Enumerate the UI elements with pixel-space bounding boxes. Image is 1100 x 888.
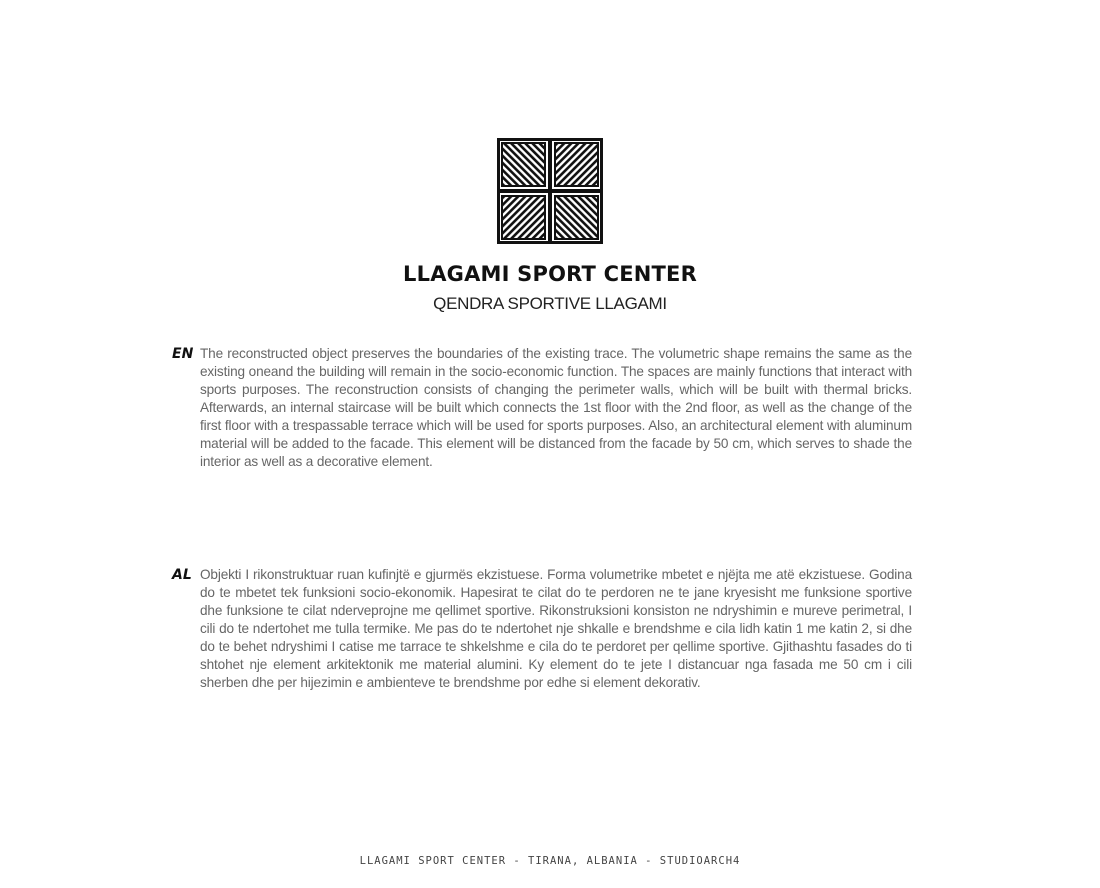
logo-quadrant-bottom-right xyxy=(555,196,598,239)
page-title: LLAGAMI SPORT CENTER xyxy=(403,262,697,286)
logo-quadrant-top-right xyxy=(555,143,598,186)
footer-caption: LLAGAMI SPORT CENTER - TIRANA, ALBANIA - STUDIOARCH4 xyxy=(359,855,741,867)
description-text-al: Objekti I rikonstruktuar ruan kufinjtë e gjurmës ekzistuese. Forma volumetrike mbetet e njëjta me atë ekzistuese. Godina do te mbetet tek funksioni socio-ekonomik. Hapesirat te cilat do te perdoren ne te jane kryesisht me funksione sportive dhe funksione te cilat nderveprojne me qellimet sportive. Rikonstruksioni konsiston ne ndryshimin e mureve perimetral, I cili do te ndertohet me tulla termike. Me pas do te ndertohet nje shkalle e brendshme e cila lidh katin 1 me katin 2, si dhe do te behet ndryshimi I catise me tarrace te shkelshme e cila do te perdoret per qellime sportive. Gjithashtu fasades do ti shtohet nje element arkitektonik me material alumini. Ky element do te jete I distancuar nga fasada me 50 cm i cili sherben dhe per hijezimin e ambienteve te brendshme por edhe si element dekorativ. xyxy=(200,567,912,690)
logo-quadrant-top-left xyxy=(502,143,545,186)
page-subtitle: QENDRA SPORTIVE LLAGAMI xyxy=(433,294,667,313)
language-label-en: EN xyxy=(172,346,194,362)
logo-icon xyxy=(497,138,603,244)
logo-quadrant-bottom-left xyxy=(502,196,545,239)
language-label-al: AL xyxy=(172,567,192,583)
description-text-en: The reconstructed object preserves the boundaries of the existing trace. The volumetric shape remains the same as the existing oneand the building will remain in the socio-economic function. The spaces are mainly functions that interact with sports purposes. The reconstruction consists of changing the perimeter walls, which will be built with thermal bricks. Afterwards, an internal staircase will be built which connects the 1st floor with the 2nd floor, as well as the change of the first floor with a trespassable terrace which will be used for sports purposes. Also, an architectural element with aluminum material will be added to the facade. This element will be distanced from the facade by 50 cm, which serves to shade the interior as well as a decorative element. xyxy=(200,346,912,469)
